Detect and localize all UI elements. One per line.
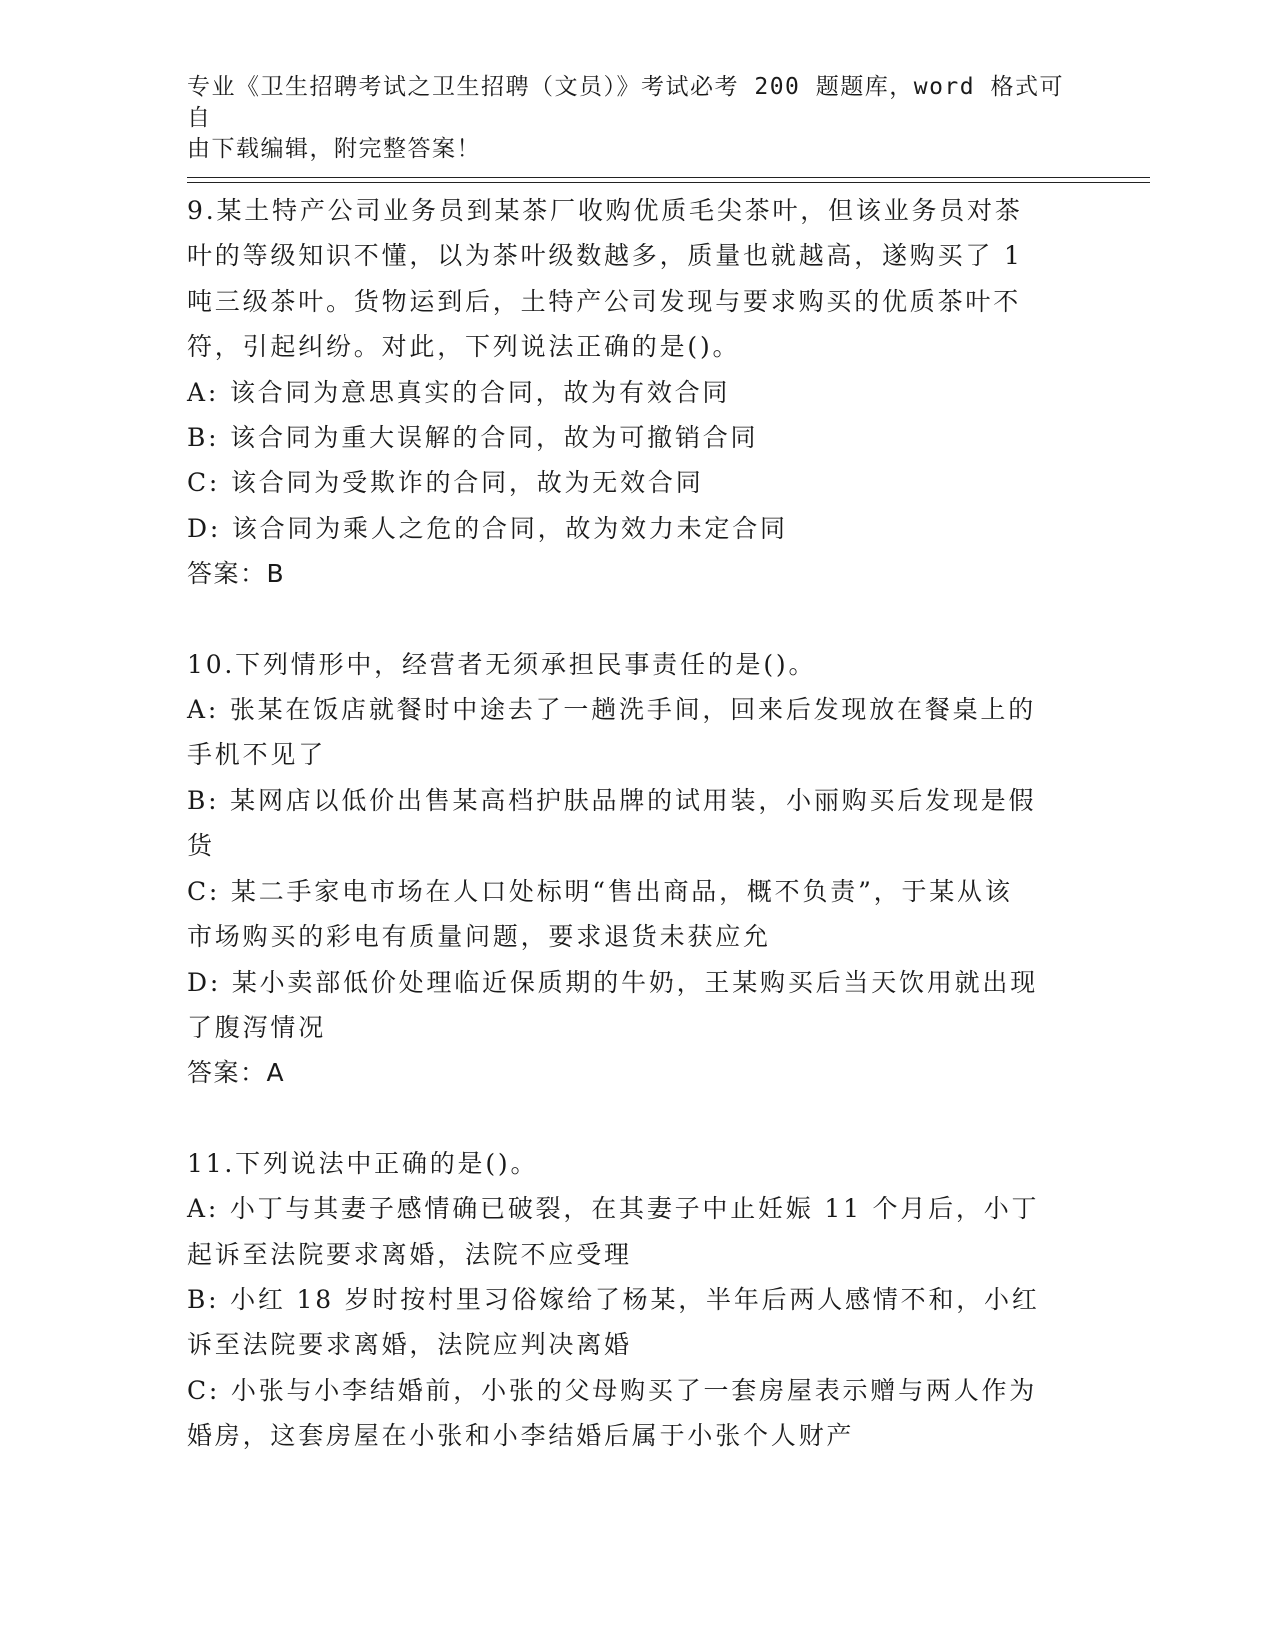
option-b-continued: 货 [187, 831, 215, 861]
option-a-continued: 起诉至法院要求离婚，法院不应受理 [187, 1239, 632, 1269]
option-c-continued: 婚房，这套房屋在小张和小李结婚后属于小张个人财产 [187, 1421, 855, 1451]
option-a: A: 张某在饭店就餐时中途去了一趟洗手间，回来后发现放在餐桌上的 [187, 695, 1037, 725]
question-9 [187, 188, 1067, 597]
header-line-2: 由下载编辑，附完整答案！ [187, 136, 481, 162]
header-line-1: 专业《卫生招聘考试之卫生招聘（文员）》考试必考 200 题题库，word 格式可自 [187, 74, 1064, 131]
option-c: C: 该合同为受欺诈的合同，故为无效合同 [187, 468, 704, 498]
question-stem-line: 吨三级茶叶。货物运到后，土特产公司发现与要求购买的优质茶叶不 [187, 286, 1022, 316]
question-stem-line: 9.某土特产公司业务员到某茶厂收购优质毛尖茶叶，但该业务员对茶 [187, 196, 1023, 225]
option-d: D: 某小卖部低价处理临近保质期的牛奶，王某购买后当天饮用就出现 [187, 967, 1039, 997]
question-11 [187, 1141, 1067, 1459]
answer: 答案：B [187, 559, 286, 589]
question-stem-line: 11.下列说法中正确的是()。 [187, 1148, 539, 1178]
option-b: B: 小红 18 岁时按村里习俗嫁给了杨某，半年后两人感情不和，小红 [187, 1284, 1040, 1314]
question-10 [187, 642, 1067, 1096]
question-stem-line: 符，引起纠纷。对此，下列说法正确的是()。 [187, 332, 741, 362]
option-c: C: 某二手家电市场在人口处标明“售出商品，概不负责”，于某从该 [187, 876, 1013, 906]
option-a: A: 小丁与其妻子感情确已破裂，在其妻子中止妊娠 11 个月后，小丁 [187, 1194, 1040, 1224]
option-a-continued: 手机不见了 [187, 740, 327, 770]
option-b: B: 该合同为重大误解的合同，故为可撤销合同 [187, 423, 759, 453]
option-d-continued: 了腹泻情况 [187, 1012, 327, 1042]
option-c-continued: 市场购买的彩电有质量问题，要求退货未获应允 [187, 922, 771, 952]
option-b: B: 某网店以低价出售某高档护肤品牌的试用装，小丽购买后发现是假 [187, 785, 1037, 815]
option-d: D: 该合同为乘人之危的合同，故为效力未定合同 [187, 513, 788, 543]
answer: 答案：A [187, 1058, 286, 1088]
question-stem-line: 10.下列情形中，经营者无须承担民事责任的是()。 [187, 649, 817, 679]
header-divider-bottom [187, 182, 1150, 183]
question-stem-line: 叶的等级知识不懂，以为茶叶级数越多，质量也就越高，遂购买了 1 [187, 241, 1023, 271]
question-list [187, 188, 1067, 1504]
option-b-continued: 诉至法院要求离婚，法院应判决离婚 [187, 1330, 632, 1360]
option-c: C: 小张与小李结婚前，小张的父母购买了一套房屋表示赠与两人作为 [187, 1375, 1038, 1405]
page-header [187, 72, 1067, 165]
option-a: A: 该合同为意思真实的合同，故为有效合同 [187, 377, 731, 407]
header-divider-top [187, 177, 1150, 178]
